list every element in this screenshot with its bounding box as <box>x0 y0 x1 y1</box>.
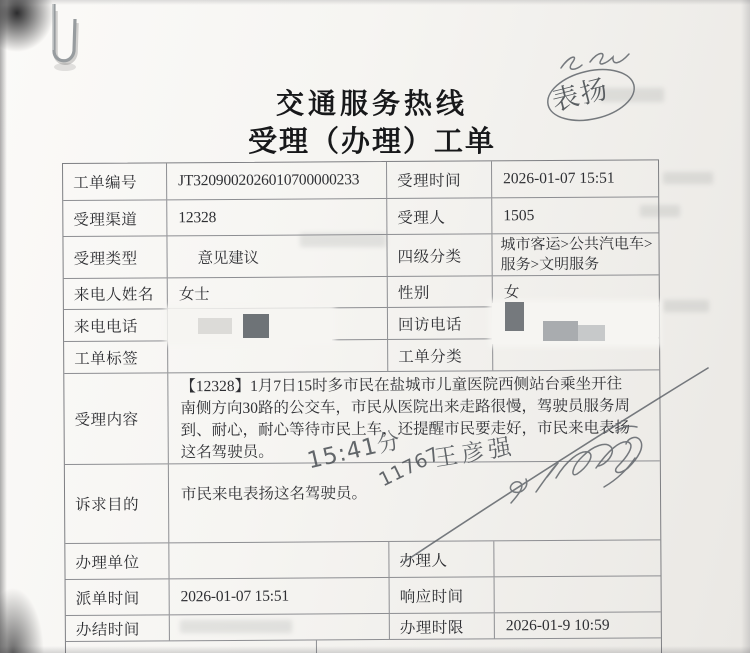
callback-phone-label: 回访电话 <box>387 307 492 339</box>
handwritten-praise-note: 表扬 <box>548 73 613 118</box>
redaction-block <box>543 321 578 341</box>
table-row <box>63 232 658 278</box>
redaction-block <box>505 302 524 331</box>
top-scribble-stroke <box>561 57 582 69</box>
handwritten-name-note: 王彦强 <box>432 433 517 473</box>
finish-time-value <box>169 614 389 640</box>
response-time-label: 响应时间 <box>389 577 494 613</box>
table-row <box>66 575 661 615</box>
bleed-through-smudge <box>663 172 713 184</box>
table-row <box>65 539 660 579</box>
redaction-block <box>578 325 605 341</box>
top-scribble-stroke <box>590 53 629 64</box>
accept-time-label: 受理时间 <box>386 161 491 198</box>
paperclip-icon <box>38 1 92 85</box>
gender-value: 女 <box>492 275 659 306</box>
deadline-value: 2026-01-9 10:59 <box>494 612 661 638</box>
channel-label: 受理渠道 <box>73 211 138 229</box>
bleed-through-smudge <box>663 300 709 312</box>
appeal-purpose-text: 市民来电表扬这名驾驶员。 <box>168 461 660 542</box>
accept-time-value: 2026-01-07 15:51 <box>491 160 658 197</box>
channel-value: 12328 <box>166 199 386 235</box>
response-time-value <box>494 576 661 612</box>
accept-content-text: 【12328】1月7日15时多市民在盐城市儿童医院西侧站台乘坐开往南侧方向30路的公交车，市民从医院出来走路很慢，驾驶员服务周到、耐心，耐心等待市民上车，还提醒市民要走好，市民来电表扬这名驾驶员。 <box>167 370 660 463</box>
accept-content-label: 受理内容 <box>74 411 139 429</box>
handwritten-number-note: 11767 <box>375 442 444 492</box>
appeal-purpose-label: 诉求目的 <box>75 496 140 514</box>
tag-label: 工单标签 <box>74 350 139 368</box>
accept-type-label: 受理类型 <box>73 250 138 268</box>
page-subtitle: 受理（办理）工单 <box>247 126 496 158</box>
work-order-table <box>62 159 662 653</box>
tag-value <box>167 340 387 372</box>
handwritten-time-note: 15:41分 <box>304 427 404 475</box>
accept-type-value: 意见建议 <box>166 235 386 277</box>
finish-time-label: 办结时间 <box>75 621 140 639</box>
caller-name-value: 女士 <box>167 277 387 308</box>
table-row <box>63 196 658 236</box>
photo-edge <box>0 0 750 5</box>
acceptor-label: 受理人 <box>386 198 491 234</box>
table-row <box>66 611 661 641</box>
gender-label: 性别 <box>387 276 492 307</box>
page-title: 交通服务热线 <box>275 89 468 120</box>
deadline-label: 办理时限 <box>389 613 494 639</box>
caller-phone-label: 来电电话 <box>73 318 139 336</box>
table-row <box>63 160 658 200</box>
work-order-no-label: 工单编号 <box>73 174 138 192</box>
handling-unit-value <box>168 542 388 578</box>
order-class-label: 工单分类 <box>387 339 492 371</box>
handler-label: 办理人 <box>388 541 493 577</box>
handler-value <box>493 540 660 576</box>
photo-corner-shadow <box>0 588 44 653</box>
dispatch-time-label: 派单时间 <box>75 590 140 608</box>
caller-name-label: 来电人姓名 <box>73 286 154 304</box>
work-order-no-value: JT3209002026010700000233 <box>166 162 386 199</box>
handling-unit-label: 办理单位 <box>75 554 140 572</box>
redaction-block <box>243 314 269 338</box>
table-row <box>65 460 660 543</box>
acceptor-value: 1505 <box>491 197 658 233</box>
dispatch-time-value: 2026-01-07 15:51 <box>169 578 389 614</box>
classification-value: 城市客运>公共汽电车>服务>文明服务 <box>491 233 658 275</box>
classification-label: 四级分类 <box>386 234 491 276</box>
redaction-block <box>198 318 232 334</box>
